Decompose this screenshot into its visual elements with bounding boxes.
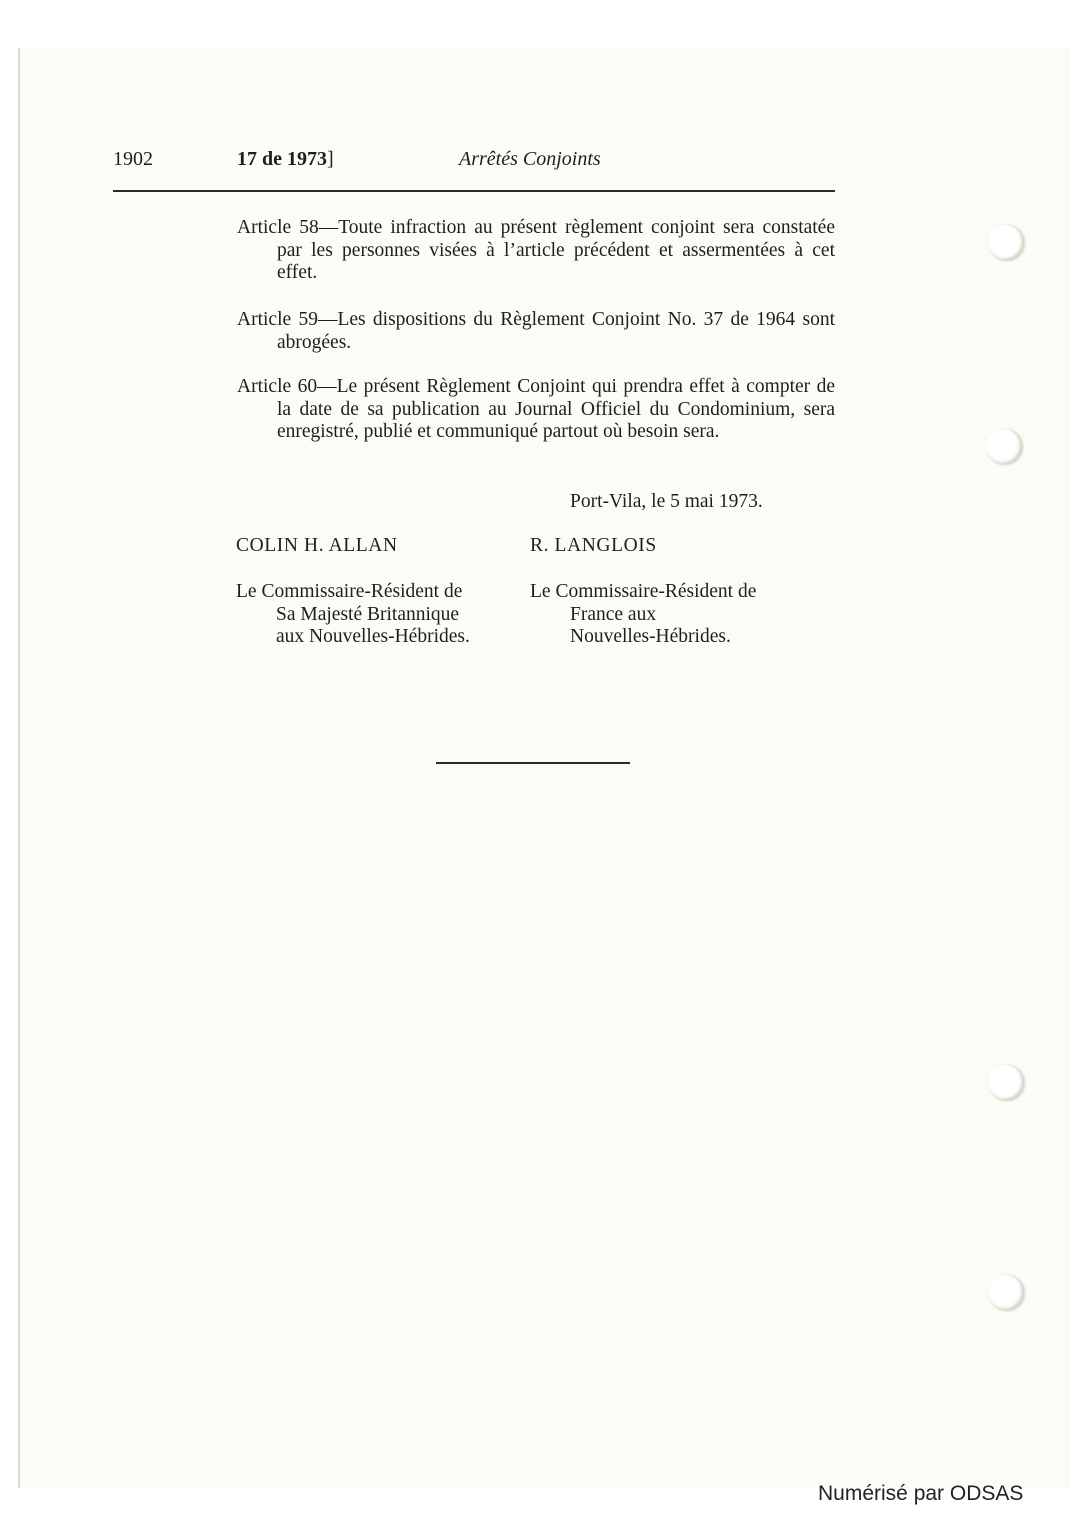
- issue-reference-bracket: ]: [327, 148, 334, 170]
- digitization-watermark: Numérisé par ODSAS: [818, 1482, 1024, 1505]
- title-line: Le Commissaire-Résident de: [236, 581, 463, 602]
- article-60: [237, 376, 835, 444]
- punch-hole-icon: [988, 224, 1024, 260]
- signatory-title-french: [530, 581, 756, 649]
- header-rule: [113, 190, 835, 192]
- article-58-text: Article 58—Toute infraction au présent règlement conjoint sera constatée par les personnes visées à l’article précédent et assermentées à cet effet.: [237, 217, 835, 283]
- page-number: 1902: [113, 148, 153, 170]
- title-line: Nouvelles-Hébrides.: [570, 626, 731, 647]
- punch-hole-icon: [986, 428, 1022, 464]
- title-line: aux Nouvelles-Hébrides.: [276, 626, 470, 647]
- signatory-name-british: COLIN H. ALLAN: [236, 535, 398, 556]
- end-rule: [436, 762, 630, 764]
- title-line: Sa Majesté Britannique: [276, 603, 460, 625]
- issue-reference: [237, 148, 334, 171]
- signatory-title-british: [236, 581, 470, 649]
- issue-reference-text: 17 de 1973: [237, 148, 327, 170]
- article-59-text: Article 59—Les dispositions du Règlement Conjoint No. 37 de 1964 sont abrogées.: [237, 309, 835, 353]
- signatory-name-french: R. LANGLOIS: [530, 535, 657, 556]
- title-line: France aux: [570, 603, 657, 625]
- article-58: [237, 217, 835, 285]
- running-title: Arrêtés Conjoints: [459, 148, 601, 170]
- article-59: [237, 309, 835, 354]
- punch-hole-icon: [988, 1274, 1024, 1310]
- title-line: Le Commissaire-Résident de: [530, 581, 757, 602]
- place-date: Port-Vila, le 5 mai 1973.: [570, 491, 763, 512]
- punch-hole-icon: [988, 1064, 1024, 1100]
- article-60-text: Article 60—Le présent Règlement Conjoint qui prendra effet à compter de la date de sa publication au Journal Officiel du Condominium, sera enregistré, publié et communiqué partout où besoin sera.: [237, 376, 835, 442]
